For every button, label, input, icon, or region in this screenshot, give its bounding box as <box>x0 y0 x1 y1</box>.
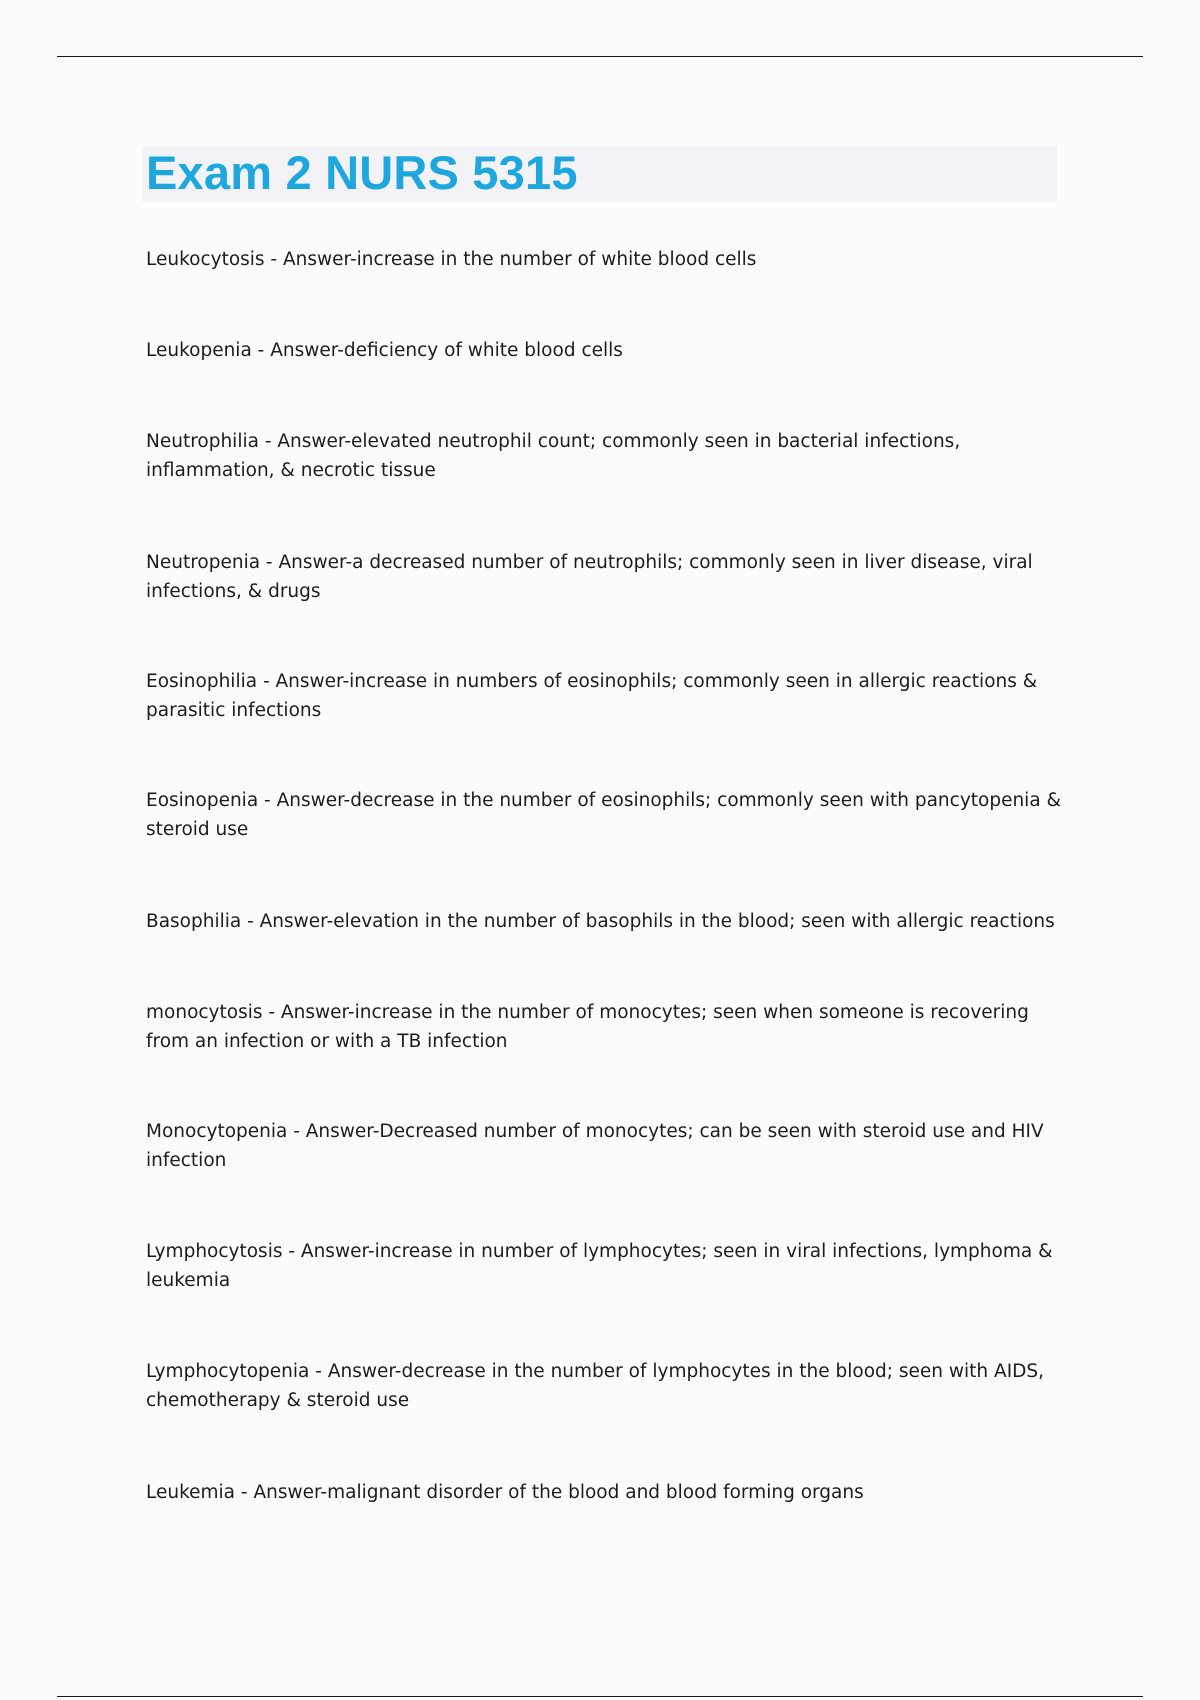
entry-separator: - Answer- <box>241 911 334 932</box>
entry-term: Monocytopenia <box>146 1121 288 1142</box>
entry-term: Lymphocytosis <box>146 1241 283 1262</box>
top-rule <box>57 56 1143 57</box>
flashcard-entry <box>146 1237 1066 1295</box>
entry-definition: a decreased number of neutrophils; commonly seen in liver disease, viral infections, & drugs <box>146 552 1033 602</box>
entry-separator: - Answer- <box>235 1482 328 1503</box>
entry-separator: - Answer- <box>251 340 344 361</box>
entry-definition: elevation in the number of basophils in the blood; seen with allergic reactions <box>333 911 1055 932</box>
flashcard-entry <box>146 1117 1066 1175</box>
entry-term: Leukemia <box>146 1482 236 1503</box>
entry-term: Basophilia <box>146 911 242 932</box>
entry-definition: increase in the number of monocytes; seen when someone is recovering from an infection or with a TB infection <box>146 1002 1029 1052</box>
entry-definition: Decreased number of monocytes; can be seen with steroid use and HIV infection <box>146 1121 1044 1171</box>
entry-term: Leukocytosis <box>146 249 265 270</box>
entry-term: Neutrophilia <box>146 431 259 452</box>
entry-separator: - Answer- <box>257 671 350 692</box>
entry-term: monocytosis <box>146 1002 263 1023</box>
flashcard-entry <box>146 667 1066 725</box>
bottom-rule <box>57 1696 1143 1697</box>
entry-separator: - Answer- <box>258 431 352 452</box>
entry-separator: - Answer- <box>282 1241 375 1262</box>
entry-definition: deficiency of white blood cells <box>343 340 623 361</box>
flashcard-entry <box>146 786 1066 844</box>
flashcard-entry <box>146 245 1066 274</box>
entry-definition: increase in number of lymphocytes; seen in viral infections, lymphoma & leukemia <box>146 1241 1053 1291</box>
entry-separator: - Answer- <box>260 552 353 573</box>
entry-separator: - Answer- <box>309 1361 402 1382</box>
flashcard-entry <box>146 336 1066 365</box>
entry-definition: increase in the number of white blood cells <box>356 249 757 270</box>
entry-separator: - Answer- <box>258 790 351 811</box>
entry-term: Eosinophilia <box>146 671 258 692</box>
flashcard-entry <box>146 1478 1066 1507</box>
entry-separator: - Answer- <box>264 249 357 270</box>
entry-definition: increase in numbers of eosinophils; commonly seen in allergic reactions & parasitic infections <box>146 671 1038 721</box>
entry-definition: elevated neutrophil count; commonly seen in bacterial infections, inflammation, & necrotic tissue <box>146 431 961 481</box>
flashcard-entry <box>146 427 1066 485</box>
entry-separator: - Answer- <box>287 1121 380 1142</box>
entry-term: Lymphocytopenia <box>146 1361 310 1382</box>
flashcard-entry <box>146 907 1066 936</box>
page-title: Exam 2 NURS 5315 <box>146 146 578 199</box>
flashcard-entry <box>146 998 1066 1056</box>
entry-definition: decrease in the number of lymphocytes in the blood; seen with AIDS, chemotherapy & steroid use <box>146 1361 1045 1411</box>
entry-term: Eosinopenia <box>146 790 259 811</box>
entry-separator: - Answer- <box>262 1002 355 1023</box>
flashcard-entry <box>146 1357 1066 1415</box>
entry-definition: decrease in the number of eosinophils; commonly seen with pancytopenia & steroid use <box>146 790 1061 840</box>
entry-term: Leukopenia <box>146 340 252 361</box>
entry-term: Neutropenia <box>146 552 261 573</box>
flashcard-entry <box>146 548 1066 606</box>
entry-definition: malignant disorder of the blood and blood forming organs <box>327 1482 864 1503</box>
